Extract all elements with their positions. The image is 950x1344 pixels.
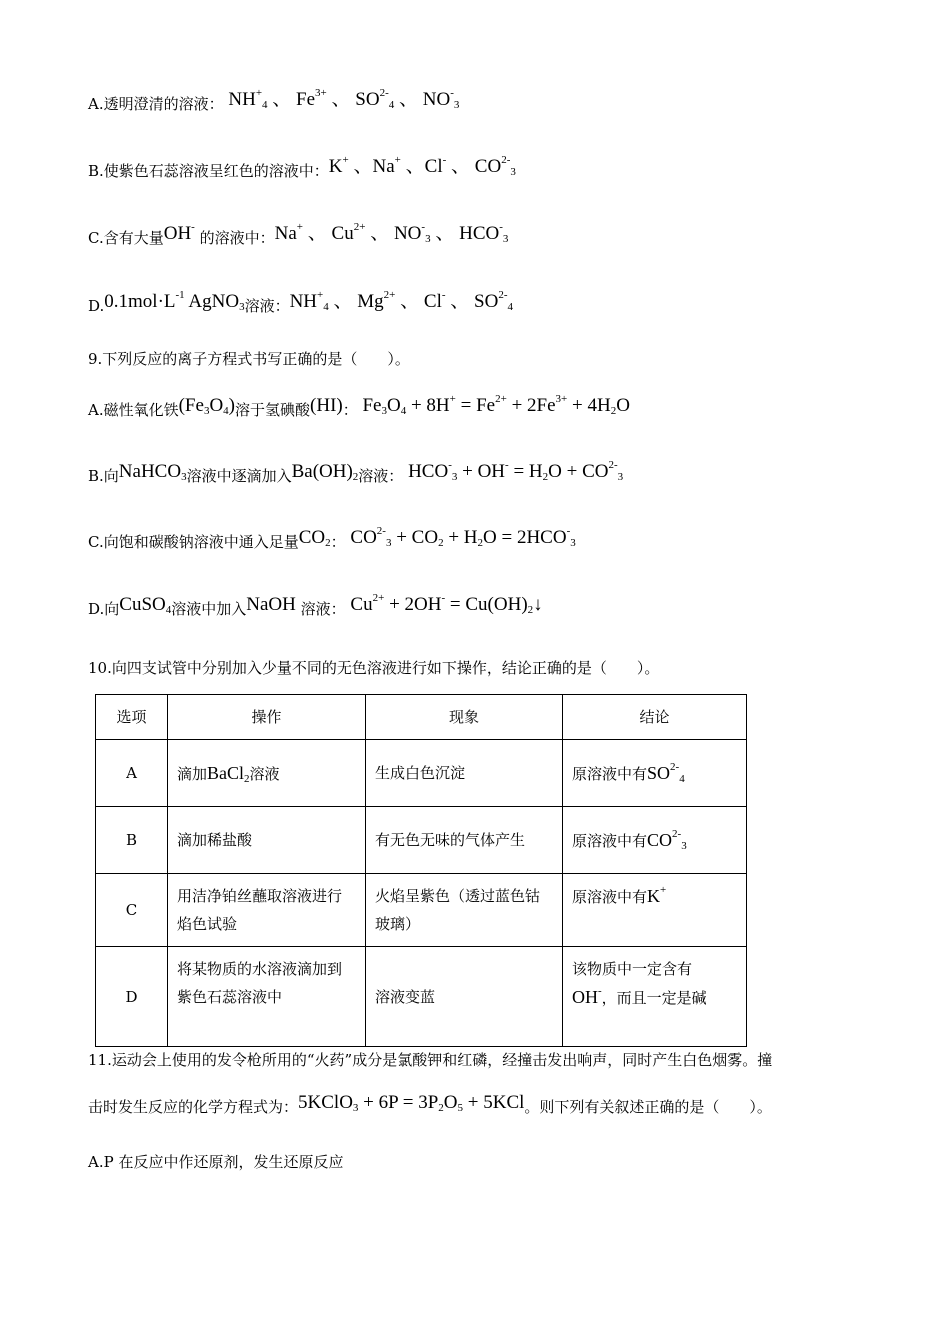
table-row bbox=[96, 874, 747, 947]
equation-d: $Cu^{2+} + 2OH^-$ = $Cu(OH)_2↓$ bbox=[345, 592, 543, 616]
q9-option-d[interactable]: D.向CuSO$_4$溶液中加入NaOH 溶液： $Cu^{2+} + 2OH^-$ = $Cu(OH)_2↓$ bbox=[88, 592, 543, 618]
formula-oh: OH- bbox=[163, 221, 195, 244]
q8-option-d[interactable]: $D.0.1mol\cdot L^{-1}$ AgNO$_3$溶液：$NH^+_4$ 、 $Mg^{2+}$ 、 Cl- 、 $SO^{2-}_4$ bbox=[88, 289, 514, 315]
formula-bacl2: BaCl$_2$ bbox=[207, 762, 250, 785]
formula-oh-d: OH- bbox=[572, 985, 602, 1007]
q9-title: 9.下列反应的离子方程式书写正确的是（ ）。 bbox=[88, 350, 410, 368]
equation-b: $HCO^-_3 + OH^- = H_2O + CO^{2-}_3$ bbox=[403, 459, 624, 483]
q11-line-1: 11.运动会上使用的发令枪所用的“火药”成分是氯酸钾和红磷，经撞击发出响声，同时产生白色烟雾。撞 bbox=[88, 1051, 773, 1069]
formula-baoh2: $Ba(OH)_2$ bbox=[291, 461, 359, 483]
q9-option-b[interactable]: B.向NaHCO$_3$溶液中逐滴加入$Ba(OH)_2$溶液： $HCO^-_3 + OH^- = H_2O + CO^{2-}_3$ bbox=[88, 459, 624, 485]
equation-kclo3: 5KClO$_3$ + $6P = 3P_2O_5 + 5KCl$ bbox=[298, 1092, 525, 1114]
phenomenon-cell: 生成白色沉淀 bbox=[366, 740, 563, 807]
table-header: 现象 bbox=[366, 695, 563, 740]
operation-cell: 用洁净铂丝蘸取溶液进行焰色试验 bbox=[168, 874, 366, 947]
option-cell: A bbox=[96, 740, 168, 807]
table-header: 操作 bbox=[168, 695, 366, 740]
formula-naoh: NaOH bbox=[246, 594, 296, 615]
q9-option-a[interactable]: A.磁性氧化铁$(Fe_3O_4)$溶于氢碘酸(HI)： $Fe_3O_4 + 8H^+ = Fe^{2+} + 2Fe^{3+} + 4H_2O$ bbox=[88, 393, 630, 419]
option-cell: C bbox=[96, 874, 168, 947]
formula-co3: $CO^{2-}_3$ bbox=[647, 827, 687, 852]
formula-ions-d: $NH^+_4$ 、 $Mg^{2+}$ 、 Cl- 、 $SO^{2-}_4$ bbox=[289, 289, 514, 313]
formula-ions-c: Na+ 、 $Cu^{2+}$ 、 $NO^-_3$ 、 $HCO^-_3$ bbox=[274, 221, 509, 245]
conclusion-cell: 该物质中一定含有 OH-，而且一定是碱 bbox=[563, 947, 747, 1047]
operation-cell: 将某物质的水溶液滴加到紫色石蕊溶液中 bbox=[168, 947, 366, 1047]
formula-k: K+ bbox=[647, 884, 667, 906]
phenomenon-cell: 溶液变蓝 bbox=[366, 947, 563, 1047]
equation-a: $Fe_3O_4 + 8H^+ = Fe^{2+} + 2Fe^{3+} + 4H_2O$ bbox=[357, 393, 630, 417]
q11-option-a[interactable]: A.P 在反应中作还原剂，发生还原反应 bbox=[88, 1153, 344, 1171]
phenomenon-cell: 有无色无味的气体产生 bbox=[366, 807, 563, 874]
table-row bbox=[96, 807, 747, 874]
formula-cuso4: CuSO$_4$ bbox=[119, 594, 172, 616]
formula-ions-b: K+ 、Na+ 、Cl- 、 $CO^{2-}_3$ bbox=[328, 154, 516, 178]
table-header-row bbox=[96, 695, 747, 740]
q8-option-c[interactable]: C.含有大量OH- 的溶液中：Na+ 、 $Cu^{2+}$ 、 $NO^-_3$ 、 $HCO^-_3$ bbox=[88, 221, 509, 247]
table-row bbox=[96, 947, 747, 1047]
formula-hi: (HI) bbox=[310, 395, 343, 416]
option-cell: D bbox=[96, 947, 168, 1047]
option-cell: B bbox=[96, 807, 168, 874]
q8-option-a[interactable]: A.透明澄清的溶液： $NH^+_4$ 、 $Fe^{3+}$ 、 $SO^{2-}_4$ 、 $NO^-_3$ bbox=[88, 87, 460, 113]
q8-option-b[interactable]: B.使紫色石蕊溶液呈红色的溶液中：K+ 、Na+ 、Cl- 、 $CO^{2-}_3$ bbox=[88, 154, 516, 180]
q10-table bbox=[95, 694, 747, 1047]
table-row bbox=[96, 740, 747, 807]
conclusion-cell: 原溶液中有$CO^{2-}_3$ bbox=[563, 807, 747, 874]
q11-line-2: 击时发生反应的化学方程式为：5KClO$_3$ + $6P = 3P_2O_5 + 5KCl$。则下列有关叙述正确的是（ ）。 bbox=[88, 1092, 772, 1116]
formula-agno3: $0.1mol\cdot L^{-1}$ AgNO$_3$ bbox=[104, 289, 245, 313]
formula-ions-a: $NH^+_4$ 、 $Fe^{3+}$ 、 $SO^{2-}_4$ 、 $NO^-_3$ bbox=[223, 87, 460, 111]
formula-nahco3: NaHCO$_3$ bbox=[118, 461, 187, 483]
formula-fe3o4: $(Fe_3O_4)$ bbox=[178, 395, 235, 417]
operation-cell: 滴加BaCl$_2$溶液 bbox=[168, 740, 366, 807]
q9-option-c[interactable]: C.向饱和碳酸钠溶液中通入足量$CO_2$： $CO^{2-}_3 + CO_2 + H_2O = 2HCO^-_3$ bbox=[88, 525, 576, 551]
operation-cell: 滴加稀盐酸 bbox=[168, 807, 366, 874]
conclusion-cell: 原溶液中有$SO^{2-}_4$ bbox=[563, 740, 747, 807]
phenomenon-cell: 火焰呈紫色（透过蓝色钴玻璃） bbox=[366, 874, 563, 947]
table-header: 选项 bbox=[96, 695, 168, 740]
formula-co2: $CO_2$ bbox=[298, 527, 331, 549]
table-header: 结论 bbox=[563, 695, 747, 740]
formula-so4: $SO^{2-}_4$ bbox=[647, 760, 685, 785]
equation-c: $CO^{2-}_3 + CO_2 + H_2O = 2HCO^-_3$ bbox=[345, 525, 576, 549]
q10-title: 10.向四支试管中分别加入少量不同的无色溶液进行如下操作，结论正确的是（ ）。 bbox=[88, 659, 660, 677]
conclusion-cell: 原溶液中有K+ bbox=[563, 874, 747, 947]
